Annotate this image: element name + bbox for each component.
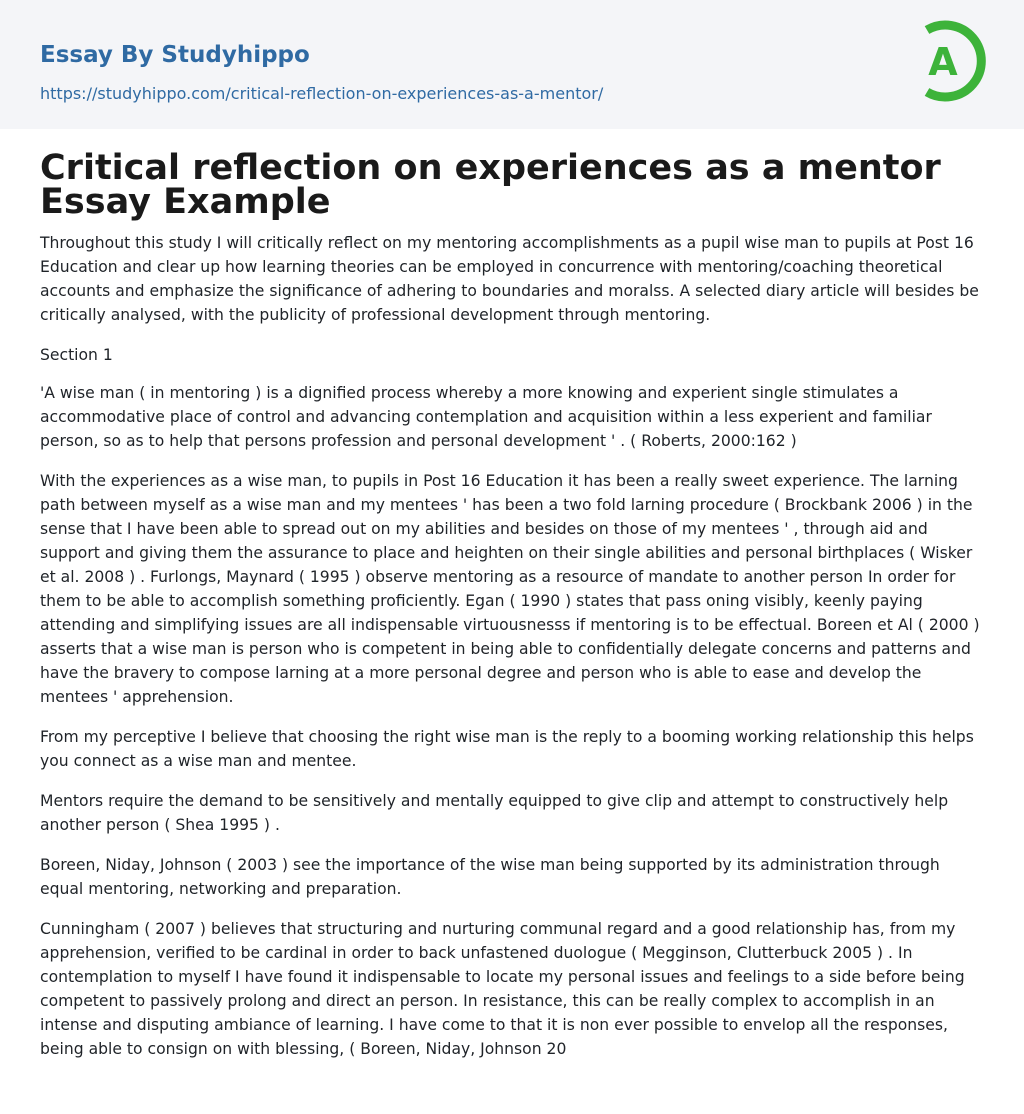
paragraph-perceptive: From my perceptive I believe that choosing the right wise man is the reply to a booming working relationship this helps you connect as a wise man and mentee. <box>40 728 974 770</box>
paragraph-intro: Throughout this study I will critically reflect on my mentoring accomplishments as a pupil wise man to pupils at Post 16 Education and clear up how learning theories can be employed in concurrence with mentoring/coaching theoretical accounts and emphasize the significance of adhering to boundaries and moralss. A selected diary article will besides be critically analysed, with the publicity of professional development through mentoring. <box>40 234 979 324</box>
section-heading: Section 1 <box>40 346 113 364</box>
paragraph-experience: With the experiences as a wise man, to pupils in Post 16 Education it has been a really sweet experience. The larning path between myself as a wise man and my mentees ' has been a two fold larning procedure ( Brockbank 2006 ) in the sense that I have been able to spread out on my abilities and besides on those of my mentees ' , through aid and support and giving them the assurance to place and heighten on their single abilities and personal birthplaces ( Wisker et al. 2008 ) . Furlongs, Maynard ( 1995 ) observe mentoring as a resource of mandate to another person In order for them to be able to accomplish something proficiently. Egan ( 1990 ) states that pass oning visibly, keenly paying attending and simplifying issues are all indispensable virtuousnesss if mentoring is to be effectual. Boreen et Al ( 2000 ) asserts that a wise man is person who is competent in being able to confidentially delegate concerns and patterns and have the bravery to compose larning at a more personal degree and person who is able to ease and develop the mentees ' apprehension. <box>40 472 980 706</box>
article <box>0 129 1024 1061</box>
brand-title[interactable]: Essay By Studyhippo <box>40 42 310 68</box>
studyhippo-logo-icon[interactable] <box>900 18 986 104</box>
article-title: Critical reflection on experiences as a mentor Essay Example <box>40 148 941 222</box>
paragraph-mentors: Mentors require the demand to be sensitively and mentally equipped to give clip and attempt to constructively help another person ( Shea 1995 ) . <box>40 792 949 834</box>
paragraph-quote: 'A wise man ( in mentoring ) is a dignified process whereby a more knowing and experient single stimulates a accommodative place of control and advancing contemplation and acquisition within a less experient and familiar person, so as to help that persons profession and personal development ' . ( Roberts, 2000:162 ) <box>40 384 932 450</box>
paragraph-boreen: Boreen, Niday, Johnson ( 2003 ) see the importance of the wise man being supported by its administration through equal mentoring, networking and preparation. <box>40 856 940 898</box>
paragraph-cunningham: Cunningham ( 2007 ) believes that structuring and nurturing communal regard and a good relationship has, from my apprehension, verified to be cardinal in order to back unfastened duologue ( Megginson, Clutterbuck 2005 ) . In contemplation to myself I have found it indispensable to locate my personal issues and feelings to a side before being competent to passively prolong and direct an person. In resistance, this can be really complex to accomplish in an intense and disputing ambiance of learning. I have come to that it is non ever possible to envelop all the responses, being able to consign on with blessing, ( Boreen, Niday, Johnson 20 <box>40 920 965 1058</box>
site-header <box>0 0 1024 129</box>
logo-letter: A <box>928 40 958 84</box>
source-url-link[interactable]: https://studyhippo.com/critical-reflection-on-experiences-as-a-mentor/ <box>40 84 604 103</box>
